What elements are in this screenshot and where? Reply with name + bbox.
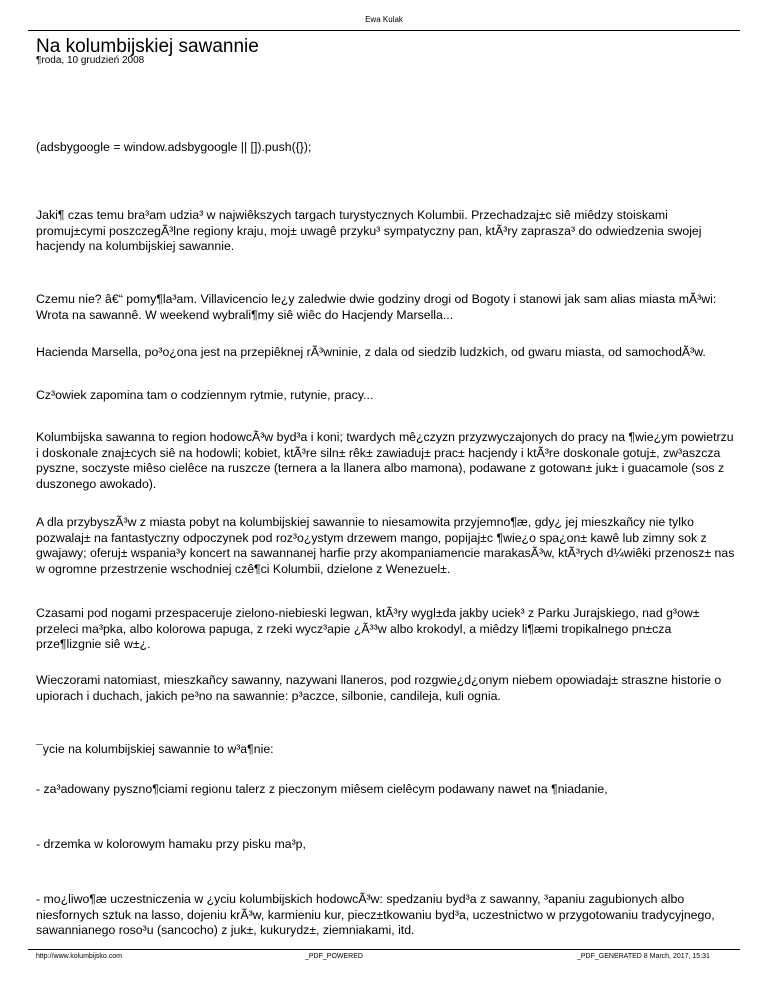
paragraph-life-intro: ¯ycie na kolumbijskiej sawannie to w³a¶nie: — [36, 742, 274, 756]
article-title: Na kolumbijskiej sawannie — [36, 36, 259, 57]
paragraph-villavicencio: Czemu nie? â€“ pomy¶la³am. Villavicencio le¿y zaledwie dwie godziny drogi od Bogoty i stanowi jak sam alias miasta mÃ³wi: Wrota na sawannê. W weekend wybrali¶my siê wiêc do Hacjendy Marsella... — [36, 292, 717, 322]
paragraph-visitors: A dla przybyszÃ³w z miasta pobyt na kolumbijskiej sawannie to niesamowita przyjemno¶æ, gdy¿ jej mieszkañcy nie tylko pozwalaj± na fantastyczny odpoczynek pod roz³o¿ystym drzewem mango, popijaj±c ¶wie¿o spa¿on± kawê lub zimny sok z gwajawy; oferuj± wspania³y koncert na sawannanej harfie przy akompaniamencie marakasÃ³w, ktÃ³rych d¼wiêki przenosz± nas w ogromne przestrzenie wschodniej czê¶ci Kolumbii, dzielone z Wenezuel±. — [36, 515, 735, 576]
header-rule — [28, 30, 740, 31]
footer-rule — [28, 949, 740, 950]
list-item-hammock: - drzemka w kolorowym hamaku przy pisku ma³p, — [36, 837, 306, 851]
paragraph-evenings: Wieczorami natomiast, mieszkañcy sawanny, nazywani llaneros, pod rozgwie¿d¿onym niebem opowiadaj± straszne historie o upiorach i duchach, jakich pe³no na sawannie: p³aczce, silbonie, candileja, kuli ognia. — [36, 673, 722, 703]
paragraph-hacienda: Hacienda Marsella, po³o¿ona jest na przepiêknej rÃ³wninie, z dala od siedzib ludzkich, od gwaru miasta, od samochodÃ³w. — [36, 345, 706, 359]
paragraph-intro: Jaki¶ czas temu bra³am udzia³ w najwiêkszych targach turystycznych Kolumbii. Przechadzaj±c siê miêdzy stoiskami promuj±cymi poszczegÃ³lne regiony kraju, moj± uwagê przyku³ sympatyczny pan, ktÃ³ry zaprasza³ do odwiedzenia swojej hacjendy na kolumbijskiej sawannie. — [36, 208, 702, 254]
list-item-breakfast: - za³adowany pyszno¶ciami regionu talerz z pieczonym miêsem cielêcym podawany nawet na ¶niadanie, — [36, 782, 608, 796]
footer-powered: _PDF_POWERED — [305, 953, 363, 960]
article-date: ¶roda, 10 grudzień 2008 — [36, 55, 145, 66]
paragraph-rhythm: Cz³owiek zapomina tam o codziennym rytmie, rutynie, pracy... — [36, 388, 374, 402]
footer-generated: _PDF_GENERATED 8 March, 2017, 15:31 — [577, 953, 710, 960]
paragraph-wildlife: Czasami pod nogami przespaceruje zielono-niebieski legwan, ktÃ³ry wygl±da jakby uciek³ z Parku Jurajskiego, nad g³ow± przeleci ma³pka, albo kolorowa papuga, z rzeki wycz³apie ¿Ã³³w albo krokodyl, a miêdzy li¶æmi tropikalnego pn±cza prze¶lizgnie siê w±¿. — [36, 606, 700, 652]
list-item-ranch-life: - mo¿liwo¶æ uczestniczenia w ¿yciu kolumbijskich hodowcÃ³w: spedzaniu byd³a z sawanny, ³apaniu zagubionych albo niesfornych sztuk na lasso, dojeniu krÃ³w, karmieniu kur, piecz±tkowaniu byd³a, uczestnictwo w przygotowaniu tradycyjnego, sawannianego roso³u (sancocho) z juk±, kukurydz±, ziemniakami, itd. — [36, 892, 715, 938]
ad-script-paragraph: (adsbygoogle = window.adsbygoogle || []).push({}); — [36, 140, 312, 154]
header-author: Ewa Kulak — [365, 15, 403, 24]
paragraph-savanna-region: Kolumbijska sawanna to region hodowcÃ³w byd³a i koni; twardych mê¿czyzn przyzwyczajonych do pracy na ¶wie¿ym powietrzu i doskonale znaj±cych siê na hodowli; kobiet, ktÃ³re siln± rêk± zawiaduj± prac± hacjendy i ktÃ³re doskonale gotuj±, zw³aszcza pyszne, soczyste miêso cielêce na ruszcze (ternera a la llanera albo mamona), podawane z gotowan± juk± i guacamole (sos z duszonego awokado). — [36, 430, 734, 491]
footer-url: http://www.kolumbijsko.com — [36, 953, 122, 960]
